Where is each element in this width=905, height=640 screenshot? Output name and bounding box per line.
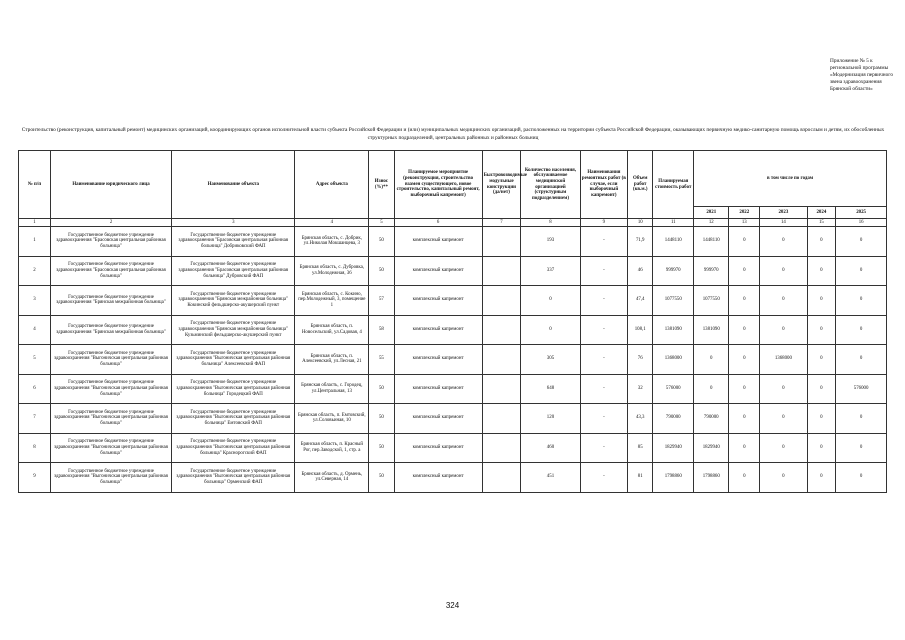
cell-num: 8: [19, 433, 51, 463]
cell-2024: 0: [807, 345, 836, 375]
cell-2025: 0: [836, 463, 887, 493]
col-number: 10: [628, 219, 653, 227]
cell-legal-entity: Государственное бюджетное учреждение здравоохранения "Брасовская центральная районная больница": [50, 227, 171, 257]
col-number: 1: [19, 219, 51, 227]
cell-2023: 1368000: [760, 345, 807, 375]
appendix-note: Приложение № 5 к региональной программы «Модернизация первичного звена здравоохранения Брянской области»: [830, 58, 893, 92]
header-address: Адрес объекта: [295, 151, 369, 219]
cell-wear: 50: [369, 404, 394, 434]
cell-planned-measure: комплексный капремонт: [394, 433, 482, 463]
cell-cost: 576000: [653, 374, 694, 404]
header-year-2024: 2024: [807, 207, 836, 219]
cell-planned-measure: комплексный капремонт: [394, 345, 482, 375]
cell-object: Государственное бюджетное учреждение здравоохранения "Брянская межрайонная больница" Кокинский фельдшерско-акушерский пункт: [172, 286, 295, 316]
cell-wear: 55: [369, 345, 394, 375]
cell-2024: 0: [807, 404, 836, 434]
cell-2024: 0: [807, 433, 836, 463]
table-row: [19, 315, 887, 345]
table-row: [19, 433, 887, 463]
cell-planned-measure: комплексный капремонт: [394, 227, 482, 257]
cell-legal-entity: Государственное бюджетное учреждение здравоохранения "Брасовская центральная районная больница": [50, 256, 171, 286]
col-number: 16: [836, 219, 887, 227]
cell-2025: 0: [836, 345, 887, 375]
cell-planned-measure: комплексный капремонт: [394, 286, 482, 316]
col-number: 2: [50, 219, 171, 227]
cell-object: Государственное бюджетное учреждение здравоохранения "Выгоничская центральная районная больница" Алексеевский ФАП: [172, 345, 295, 375]
header-year-2022: 2022: [729, 207, 760, 219]
cell-legal-entity: Государственное бюджетное учреждение здравоохранения "Брянская межрайонная больница": [50, 286, 171, 316]
cell-address: Брянская область, п. Красный Рог, пер.Заводской, 1, стр. а: [295, 433, 369, 463]
cell-legal-entity: Государственное бюджетное учреждение здравоохранения "Брянская межрайонная больница": [50, 315, 171, 345]
cell-legal-entity: Государственное бюджетное учреждение здравоохранения "Выгоничская центральная районная больница": [50, 433, 171, 463]
table-row: [19, 463, 887, 493]
cell-2022: 0: [729, 286, 760, 316]
cell-wear: 57: [369, 286, 394, 316]
header-by-years: в том числе по годам: [694, 151, 887, 207]
registry-table: [18, 150, 887, 493]
cell-2023: 0: [760, 286, 807, 316]
cell-num: 2: [19, 256, 51, 286]
cell-num: 6: [19, 374, 51, 404]
table-row: [19, 404, 887, 434]
cell-address: Брянская область, п. Новосельский, ул.Садовая, 4: [295, 315, 369, 345]
header-volume: Объем работ (кв.м.): [628, 151, 653, 219]
header-prefab: Быстровозводимые модульные конструкции (да/нет): [482, 151, 521, 219]
cell-repair-works: -: [580, 227, 627, 257]
table-row: [19, 374, 887, 404]
cell-2022: 0: [729, 374, 760, 404]
cell-cost: 1077550: [653, 286, 694, 316]
cell-population: 648: [521, 374, 580, 404]
cell-2021: 999970: [694, 256, 729, 286]
cell-address: Брянская область, п. Емтовский, ул.Соловьиная, 10: [295, 404, 369, 434]
cell-2022: 0: [729, 345, 760, 375]
cell-2023: 0: [760, 404, 807, 434]
cell-num: 4: [19, 315, 51, 345]
cell-num: 1: [19, 227, 51, 257]
header-object: Наименование объекта: [172, 151, 295, 219]
cell-2024: 0: [807, 463, 836, 493]
cell-prefab: [482, 433, 521, 463]
col-number: 13: [729, 219, 760, 227]
cell-population: 193: [521, 227, 580, 257]
cell-cost: 1829940: [653, 433, 694, 463]
col-number: 5: [369, 219, 394, 227]
cell-num: 7: [19, 404, 51, 434]
cell-2025: 576000: [836, 374, 887, 404]
cell-object: Государственное бюджетное учреждение здравоохранения "Брасовская центральная районная больница" Дубровский ФАП: [172, 256, 295, 286]
cell-2021: 1381090: [694, 315, 729, 345]
cell-num: 3: [19, 286, 51, 316]
cell-volume: 32: [628, 374, 653, 404]
cell-2021: 1448110: [694, 227, 729, 257]
cell-2024: 0: [807, 374, 836, 404]
cell-prefab: [482, 315, 521, 345]
cell-object: Государственное бюджетное учреждение здравоохранения "Выгоничская центральная районная больница" Городецкий ФАП: [172, 374, 295, 404]
header-legal-entity: Наименование юридического лица: [50, 151, 171, 219]
cell-address: Брянская область, д. Ормень, ул.Северная, 14: [295, 463, 369, 493]
cell-repair-works: -: [580, 404, 627, 434]
cell-volume: 47,4: [628, 286, 653, 316]
cell-volume: 76: [628, 345, 653, 375]
cell-2021: 0: [694, 345, 729, 375]
cell-2021: 1829940: [694, 433, 729, 463]
header-num: № п/п: [19, 151, 51, 219]
cell-object: Государственное бюджетное учреждение здравоохранения "Выгоничская центральная районная больница" Краснорогский ФАП: [172, 433, 295, 463]
cell-repair-works: -: [580, 374, 627, 404]
col-number: 11: [653, 219, 694, 227]
cell-volume: 85: [628, 433, 653, 463]
cell-prefab: [482, 374, 521, 404]
cell-planned-measure: комплексный капремонт: [394, 463, 482, 493]
table-row: [19, 227, 887, 257]
cell-wear: 50: [369, 256, 394, 286]
col-number: 12: [694, 219, 729, 227]
cell-2022: 0: [729, 227, 760, 257]
cell-wear: 50: [369, 433, 394, 463]
cell-2025: 0: [836, 256, 887, 286]
cell-object: Государственное бюджетное учреждение здравоохранения "Брасовская центральная районная больница" Добриковский ФАП: [172, 227, 295, 257]
cell-2021: 1798860: [694, 463, 729, 493]
cell-prefab: [482, 286, 521, 316]
cell-prefab: [482, 463, 521, 493]
col-number: 15: [807, 219, 836, 227]
cell-2025: 0: [836, 227, 887, 257]
cell-repair-works: -: [580, 463, 627, 493]
header-wear: Износ (%)**: [369, 151, 394, 219]
cell-population: 460: [521, 433, 580, 463]
cell-address: Брянская область, с. Дубровка, ул.Молодежная, 36: [295, 256, 369, 286]
table-row: [19, 256, 887, 286]
cell-cost: 999970: [653, 256, 694, 286]
cell-prefab: [482, 256, 521, 286]
cell-address: Брянская область, с. Кокино, пер.Молодежный, 3, помещение 1: [295, 286, 369, 316]
col-number: 7: [482, 219, 521, 227]
cell-2023: 0: [760, 374, 807, 404]
cell-2023: 0: [760, 227, 807, 257]
cell-wear: 58: [369, 315, 394, 345]
table-row: [19, 286, 887, 316]
cell-volume: 108,1: [628, 315, 653, 345]
cell-object: Государственное бюджетное учреждение здравоохранения "Выгоничская центральная районная больница" Емтовский ФАП: [172, 404, 295, 434]
header-planned-measure: Планируемое мероприятие (реконструкция, строительство взамен существующего, новое строительство, капитальный ремонт, выборочный капремонт): [394, 151, 482, 219]
cell-wear: 50: [369, 463, 394, 493]
cell-2025: 0: [836, 404, 887, 434]
cell-cost: 1448110: [653, 227, 694, 257]
header-repair-works: Наименования ремонтных работ (в случае, если выборочный капремонт): [580, 151, 627, 219]
cell-2021: 1077550: [694, 286, 729, 316]
cell-legal-entity: Государственное бюджетное учреждение здравоохранения "Выгоничская центральная районная больница": [50, 345, 171, 375]
cell-2024: 0: [807, 256, 836, 286]
header-year-2021: 2021: [694, 207, 729, 219]
cell-volume: 43,3: [628, 404, 653, 434]
cell-population: 337: [521, 256, 580, 286]
cell-object: Государственное бюджетное учреждение здравоохранения "Выгоничская центральная районная больница" Орменский ФАП: [172, 463, 295, 493]
cell-address: Брянская область, п. Алексеевский, ул.Лесная, 21: [295, 345, 369, 375]
col-number: 4: [295, 219, 369, 227]
header-year-2023: 2023: [760, 207, 807, 219]
cell-2023: 0: [760, 256, 807, 286]
col-number: 9: [580, 219, 627, 227]
cell-2023: 0: [760, 315, 807, 345]
cell-repair-works: -: [580, 256, 627, 286]
cell-2022: 0: [729, 256, 760, 286]
cell-planned-measure: комплексный капремонт: [394, 404, 482, 434]
col-number: 3: [172, 219, 295, 227]
cell-2024: 0: [807, 227, 836, 257]
cell-2024: 0: [807, 286, 836, 316]
cell-2023: 0: [760, 433, 807, 463]
cell-prefab: [482, 345, 521, 375]
cell-legal-entity: Государственное бюджетное учреждение здравоохранения "Выгоничская центральная районная больница": [50, 374, 171, 404]
cell-2025: 0: [836, 433, 887, 463]
cell-legal-entity: Государственное бюджетное учреждение здравоохранения "Выгоничская центральная районная больница": [50, 463, 171, 493]
cell-repair-works: -: [580, 433, 627, 463]
cell-2021: 790000: [694, 404, 729, 434]
cell-cost: 1368000: [653, 345, 694, 375]
cell-2025: 0: [836, 315, 887, 345]
cell-2022: 0: [729, 463, 760, 493]
cell-2022: 0: [729, 433, 760, 463]
header-cost: Планируемая стоимость работ: [653, 151, 694, 219]
cell-cost: 790000: [653, 404, 694, 434]
cell-2025: 0: [836, 286, 887, 316]
cell-num: 9: [19, 463, 51, 493]
cell-object: Государственное бюджетное учреждение здравоохранения "Брянская межрайонная больница" Кузьминский фельдшерско-акушерский пункт: [172, 315, 295, 345]
cell-volume: 46: [628, 256, 653, 286]
cell-2022: 0: [729, 315, 760, 345]
header-population: Количество населения, обслуживаемое медицинской организацией (структурным подразделением): [521, 151, 580, 219]
cell-population: 0: [521, 315, 580, 345]
page-number: 324: [445, 601, 460, 610]
document-heading: Строительство (реконструкция, капитальный ремонт) медицинских организаций, координирующих органов исполнительной власти субъекта Российской Федерации и (или) муниципальных медицинских организаций, расположенных на территории субъекта Российской Федерации, оказывающих первичную медико-санитарную помощь взрослым и детям, их обособленных структурных подразделений, центральных районных и районных больниц: [21, 127, 885, 141]
cell-cost: 1798860: [653, 463, 694, 493]
cell-planned-measure: комплексный капремонт: [394, 315, 482, 345]
cell-wear: 50: [369, 227, 394, 257]
cell-volume: 81: [628, 463, 653, 493]
cell-prefab: [482, 404, 521, 434]
cell-population: 120: [521, 404, 580, 434]
cell-planned-measure: комплексный капремонт: [394, 256, 482, 286]
cell-repair-works: -: [580, 315, 627, 345]
cell-2022: 0: [729, 404, 760, 434]
cell-population: 305: [521, 345, 580, 375]
cell-address: Брянская область, с. Добрик, ул.Николая Мокшанцева, 3: [295, 227, 369, 257]
cell-volume: 71,9: [628, 227, 653, 257]
col-number: 14: [760, 219, 807, 227]
col-number: 6: [394, 219, 482, 227]
cell-repair-works: -: [580, 345, 627, 375]
cell-repair-works: -: [580, 286, 627, 316]
cell-address: Брянская область, с. Городец, ул.Центральная, 13: [295, 374, 369, 404]
cell-prefab: [482, 227, 521, 257]
col-number: 8: [521, 219, 580, 227]
cell-population: 0: [521, 286, 580, 316]
cell-2021: 0: [694, 374, 729, 404]
table-row: [19, 345, 887, 375]
cell-legal-entity: Государственное бюджетное учреждение здравоохранения "Выгоничская центральная районная больница": [50, 404, 171, 434]
column-number-row: [19, 219, 887, 227]
cell-2024: 0: [807, 315, 836, 345]
cell-cost: 1381090: [653, 315, 694, 345]
header-year-2025: 2025: [836, 207, 887, 219]
cell-planned-measure: комплексный капремонт: [394, 374, 482, 404]
cell-2023: 0: [760, 463, 807, 493]
cell-num: 5: [19, 345, 51, 375]
cell-wear: 50: [369, 374, 394, 404]
cell-population: 451: [521, 463, 580, 493]
